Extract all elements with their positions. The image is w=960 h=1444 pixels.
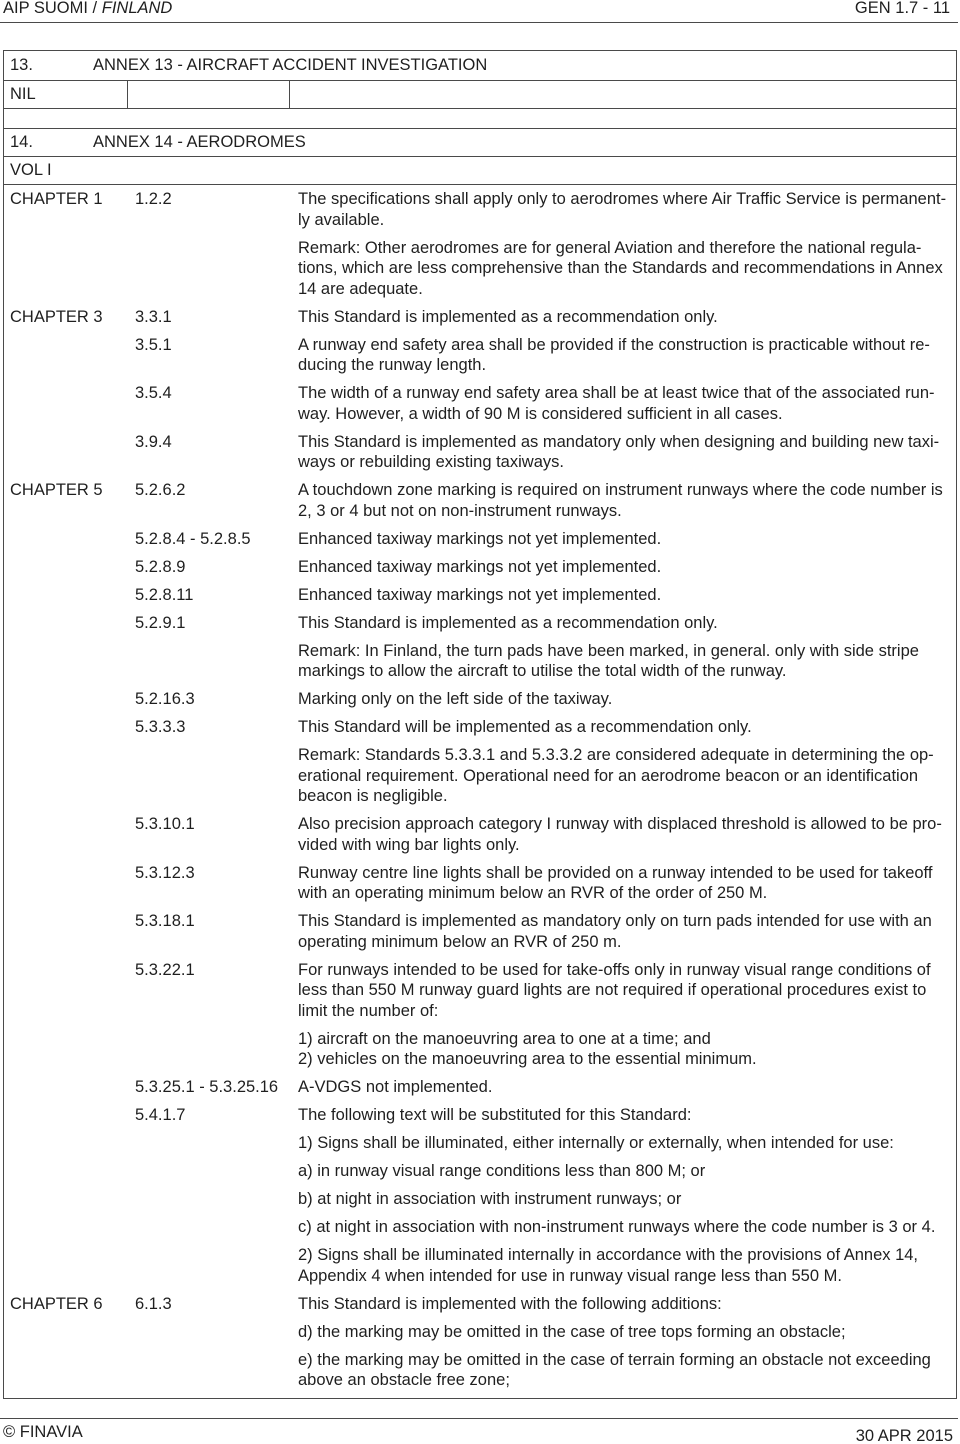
chapter-cell <box>4 960 128 1078</box>
difference-text <box>290 1077 956 1105</box>
text-line: ways or rebuilding existing taxiways. <box>298 453 564 471</box>
text-paragraph <box>298 911 956 952</box>
running-header <box>0 0 960 16</box>
paragraph-reference: 5.3.18.1 <box>135 912 195 930</box>
text-line: This Standard is implemented as mandatory only on turn pads intended for use with an <box>298 912 932 930</box>
text-line: Appendix 4 when intended for use in runway visual range less than 550 M. <box>298 1266 842 1285</box>
text-line: above an obstacle free zone; <box>298 1371 510 1389</box>
text-line: Remark: Other aerodromes are for general Aviation and therefore the national regula- <box>298 238 922 257</box>
text-paragraph <box>298 814 956 855</box>
paragraph-reference: 5.2.8.9 <box>135 557 186 576</box>
text-line: d) the marking may be omitted in the case of tree tops forming an obstacle; <box>298 1322 846 1341</box>
annex-14-number: 14. <box>10 133 33 151</box>
text-line: erational requirement. Operational need for an aerodrome beacon or an identification <box>298 766 919 785</box>
chapter-label: CHAPTER 6 <box>10 1294 103 1313</box>
text-line: A runway end safety area shall be provided if the construction is practicable without re- <box>298 335 930 354</box>
text-line: This Standard is implemented with the following additions: <box>298 1294 722 1313</box>
publication-name: AIP SUOMI / <box>3 0 98 17</box>
paragraph-reference: 5.4.1.7 <box>135 1106 186 1124</box>
difference-entry <box>4 432 956 481</box>
chapter-label: CHAPTER 5 <box>10 481 103 499</box>
chapter-cell <box>4 717 128 814</box>
difference-entry <box>4 814 956 863</box>
chapter-cell <box>4 1077 128 1105</box>
paragraph-reference: 5.3.12.3 <box>135 863 195 882</box>
annex-13-status: NIL <box>4 81 128 108</box>
paragraph-reference: 3.3.1 <box>135 307 172 326</box>
text-line: Enhanced taxiway markings not yet implemented. <box>298 585 662 604</box>
text-paragraph <box>298 1294 956 1315</box>
empty-text-cell <box>290 81 956 108</box>
text-line: 14 are adequate. <box>298 279 423 298</box>
difference-entry <box>4 585 956 613</box>
difference-text <box>290 863 956 912</box>
text-line: c) at night in association with non-instrument runways where the code number is 3 or 4. <box>298 1218 936 1236</box>
difference-entry <box>4 1294 956 1399</box>
difference-text <box>290 335 956 384</box>
chapter-cell <box>4 814 128 863</box>
text-line: This Standard is implemented as a recommendation only. <box>298 307 718 326</box>
chapter-cell <box>4 863 128 912</box>
annex-13-title: ANNEX 13 - AIRCRAFT ACCIDENT INVESTIGATION <box>93 56 488 74</box>
text-line: For runways intended to be used for take-offs only in runway visual range conditions of <box>298 960 931 979</box>
text-paragraph <box>298 1245 956 1286</box>
text-line: ly available. <box>298 210 385 229</box>
chapter-cell <box>4 1105 128 1294</box>
text-line: 1) aircraft on the manoeuvring area to one at a time; and <box>298 1029 711 1048</box>
paragraph-reference: 5.3.25.1 - 5.3.25.16 <box>135 1078 279 1096</box>
text-paragraph <box>298 1189 956 1210</box>
volume-label: VOL I <box>10 161 52 179</box>
text-paragraph <box>298 641 956 682</box>
difference-entry <box>4 689 956 717</box>
chapter-cell <box>4 557 128 585</box>
text-line: beacon is negligible. <box>298 787 448 805</box>
text-line: 2) vehicles on the manoeuvring area to the essential minimum. <box>298 1050 757 1068</box>
paragraph-reference: 5.2.8.4 - 5.2.8.5 <box>135 529 251 548</box>
text-paragraph <box>298 238 956 300</box>
text-line: less than 550 M runway guard lights are not required if operational procedures exist to <box>298 981 927 999</box>
difference-text <box>290 1105 956 1294</box>
text-line: operating minimum below an RVR of 250 m. <box>298 932 622 951</box>
paragraph-reference: 3.9.4 <box>135 432 172 451</box>
chapter-cell <box>4 383 128 432</box>
text-paragraph <box>298 1105 956 1126</box>
difference-text <box>290 585 956 613</box>
text-line: with an operating minimum below an RVR of the order of 250 M. <box>298 884 768 902</box>
difference-entry <box>4 1077 956 1105</box>
difference-entry <box>4 717 956 814</box>
copyright-notice: © FINAVIA <box>3 1423 83 1441</box>
chapter-label: CHAPTER 3 <box>10 307 103 326</box>
text-line: 2) Signs shall be illuminated internally in accordance with the provisions of Annex 14, <box>298 1246 919 1264</box>
paragraph-reference: 5.2.8.11 <box>135 585 194 604</box>
text-line: e) the marking may be omitted in the case of terrain forming an obstacle not exceeding <box>298 1350 931 1369</box>
annex-14-title: ANNEX 14 - AERODROMES <box>93 133 306 151</box>
text-paragraph <box>298 432 956 473</box>
text-line: The width of a runway end safety area shall be at least twice that of the associated run- <box>298 384 935 402</box>
empty-reference-cell <box>128 81 290 108</box>
publication-title <box>3 0 172 16</box>
text-line: This Standard is implemented as a recommendation only. <box>298 613 718 632</box>
difference-text <box>290 911 956 960</box>
chapter-cell <box>4 689 128 717</box>
chapter-cell <box>4 911 128 960</box>
text-line: Enhanced taxiway markings not yet implemented. <box>298 529 662 548</box>
text-paragraph <box>298 383 956 424</box>
text-paragraph <box>298 745 956 807</box>
text-paragraph <box>298 1077 956 1098</box>
difference-text <box>290 307 956 335</box>
spacer-row <box>4 109 956 129</box>
text-line: a) in runway visual range conditions less than 800 M; or <box>298 1162 706 1180</box>
text-paragraph <box>298 585 956 606</box>
text-line: The specifications shall apply only to aerodromes where Air Traffic Service is permanent- <box>298 190 947 208</box>
difference-entry <box>4 189 956 307</box>
paragraph-reference: 5.3.10.1 <box>135 815 195 833</box>
text-line: The following text will be substituted for this Standard: <box>298 1106 692 1124</box>
annex-differences-table <box>3 50 957 1399</box>
difference-entry <box>4 613 956 690</box>
text-line: ducing the runway length. <box>298 356 487 374</box>
chapter-cell <box>4 432 128 481</box>
paragraph-reference: 6.1.3 <box>135 1294 172 1313</box>
paragraph-reference: 5.2.16.3 <box>135 690 195 708</box>
difference-entry <box>4 863 956 912</box>
difference-entry <box>4 557 956 585</box>
text-paragraph <box>298 1350 956 1391</box>
text-line: 2, 3 or 4 but not on non-instrument runways. <box>298 501 622 520</box>
page-reference: GEN 1.7 - 11 <box>854 0 950 17</box>
header-rule <box>0 22 958 23</box>
chapter-cell <box>4 613 128 690</box>
paragraph-reference: 5.2.9.1 <box>135 613 186 632</box>
difference-entry <box>4 529 956 557</box>
text-line: Also precision approach category I runway with displaced threshold is allowed to be pro- <box>298 815 942 833</box>
volume-row <box>4 157 956 185</box>
text-paragraph <box>298 613 956 634</box>
difference-text <box>290 529 956 557</box>
annex-14-heading-row <box>4 129 956 157</box>
text-line: A-VDGS not implemented. <box>298 1078 493 1096</box>
text-paragraph <box>298 1322 956 1343</box>
text-paragraph <box>298 480 956 521</box>
text-line: Remark: In Finland, the turn pads have been marked, in general. only with side stripe <box>298 641 919 660</box>
paragraph-reference: 3.5.1 <box>135 335 172 354</box>
text-line: This Standard will be implemented as a recommendation only. <box>298 718 752 736</box>
text-paragraph <box>298 189 956 230</box>
text-paragraph <box>298 689 956 710</box>
text-paragraph <box>298 1029 956 1070</box>
text-paragraph <box>298 1217 956 1238</box>
annex-13-status-row <box>4 81 956 109</box>
text-line: A touchdown zone marking is required on instrument runways where the code number is <box>298 481 943 499</box>
text-line: limit the number of: <box>298 1001 439 1020</box>
difference-text <box>290 557 956 585</box>
paragraph-reference: 3.5.4 <box>135 384 172 402</box>
differences-list <box>4 185 956 1398</box>
annex-13-number: 13. <box>10 56 33 74</box>
chapter-cell <box>4 585 128 613</box>
paragraph-reference: 5.3.22.1 <box>135 960 195 979</box>
text-line: 1) Signs shall be illuminated, either internally or externally, when intended for use: <box>298 1134 894 1152</box>
text-line: vided with wing bar lights only. <box>298 835 520 854</box>
difference-entry <box>4 911 956 960</box>
text-line: Runway centre line lights shall be provided on a runway intended to be used for takeoff <box>298 863 933 882</box>
text-paragraph <box>298 863 956 904</box>
text-line: Marking only on the left side of the taxiway. <box>298 690 613 708</box>
annex-13-heading-row <box>4 51 956 81</box>
chapter-cell <box>4 335 128 384</box>
text-line: Remark: Standards 5.3.3.1 and 5.3.3.2 are considered adequate in determining the op- <box>298 746 934 764</box>
text-paragraph <box>298 529 956 550</box>
text-line: Enhanced taxiway markings not yet implemented. <box>298 557 662 576</box>
difference-entry <box>4 307 956 335</box>
difference-text <box>290 717 956 814</box>
text-paragraph <box>298 335 956 376</box>
text-paragraph <box>298 557 956 578</box>
difference-entry <box>4 383 956 432</box>
difference-text <box>290 814 956 863</box>
effective-date: 30 APR 2015 <box>855 1427 953 1444</box>
footer-rule <box>0 1418 958 1419</box>
text-line: b) at night in association with instrument runways; or <box>298 1190 682 1208</box>
difference-text <box>290 480 956 529</box>
difference-text <box>290 1294 956 1399</box>
chapter-cell <box>4 529 128 557</box>
text-paragraph <box>298 960 956 1022</box>
text-paragraph <box>298 307 956 328</box>
text-paragraph <box>298 717 956 738</box>
text-line: way. However, a width of 90 M is considered sufficient in all cases. <box>298 404 783 423</box>
text-line: This Standard is implemented as mandatory only when designing and building new taxi- <box>298 432 940 451</box>
difference-text <box>290 432 956 481</box>
difference-text <box>290 383 956 432</box>
paragraph-reference: 5.2.6.2 <box>135 481 186 499</box>
difference-text <box>290 689 956 717</box>
difference-text <box>290 960 956 1078</box>
difference-entry <box>4 480 956 529</box>
difference-text <box>290 189 956 307</box>
difference-text <box>290 613 956 690</box>
text-paragraph <box>298 1133 956 1154</box>
paragraph-reference: 1.2.2 <box>135 190 172 208</box>
text-line: markings to allow the aircraft to utilise the total width of the runway. <box>298 662 787 680</box>
text-line: tions, which are less comprehensive than the Standards and recommendations in Annex <box>298 259 943 277</box>
chapter-label: CHAPTER 1 <box>10 190 103 208</box>
text-paragraph <box>298 1161 956 1182</box>
paragraph-reference: 5.3.3.3 <box>135 718 186 736</box>
difference-entry <box>4 1105 956 1294</box>
difference-entry <box>4 960 956 1078</box>
difference-entry <box>4 335 956 384</box>
state-name: FINLAND <box>101 0 173 17</box>
